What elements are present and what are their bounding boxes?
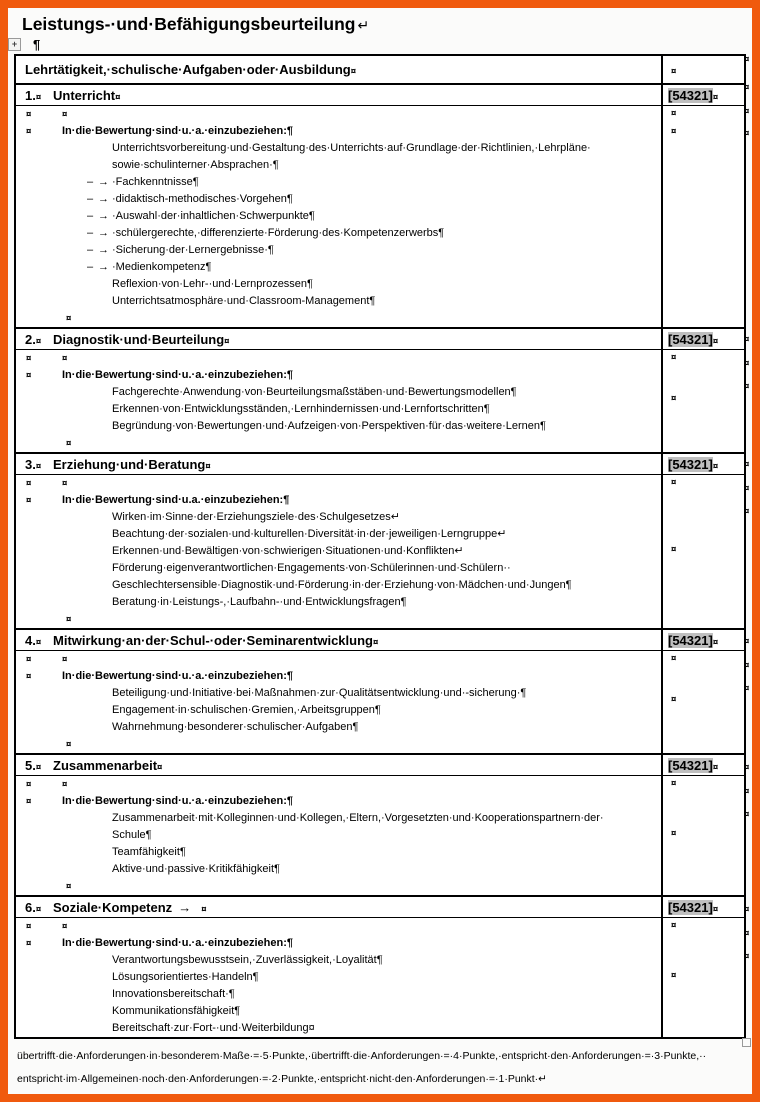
empty-paragraph (11, 36, 746, 54)
cell-end-mark: ¤ (671, 543, 677, 555)
section-number: 1. (25, 88, 36, 103)
tab-arrow-mark: → (98, 193, 109, 205)
dash-mark: – (87, 261, 94, 273)
cell-end-mark: ¤ (35, 336, 42, 347)
row-end-mark: ¤ (744, 334, 750, 345)
cell-end-mark: ¤ (26, 126, 32, 137)
section-content-row-2 (16, 349, 744, 452)
cell-end-mark: ¤ (35, 904, 42, 915)
criteria-line: Wahrnehmung·besonderer·schulischer·Aufgaben¶ (112, 721, 359, 733)
section-content-row-4 (16, 650, 744, 753)
intro-text: In·die·Bewertung·sind·u.a.·einzubeziehen:¶ (62, 494, 290, 506)
cell-end-mark: ¤ (66, 614, 72, 625)
section-title: Erziehung·und·Beratung (53, 457, 206, 472)
criteria-line: Beachtung·der·sozialen·und·kulturellen·Diversität·in·der·jeweiligen·Lerngruppe↵ (112, 528, 507, 540)
section-title: Zusammenarbeit (53, 758, 158, 773)
criteria-text: ·Sicherung·der·Lernergebnisse·¶ (112, 244, 274, 256)
criteria-bullet-line (16, 174, 661, 191)
intro-line (16, 668, 661, 685)
rating-field[interactable]: [54321] (668, 900, 713, 915)
criteria-line: Fachgerechte·Anwendung·von·Beurteilungsmaßstäben·und·Bewertungsmodellen¶ (112, 386, 517, 398)
dash-mark: – (87, 176, 94, 188)
cell-end-mark: ¤ (62, 779, 68, 790)
intro-line (16, 935, 661, 952)
criteria-text: ·Auswahl·der·inhaltlichen·Schwerpunkte¶ (112, 210, 315, 222)
cell-end-mark: ¤ (205, 461, 211, 472)
section-title-row-6 (16, 895, 744, 917)
section-number: 4. (25, 633, 36, 648)
marker-line (16, 918, 661, 935)
tab-arrow-mark: → (98, 210, 109, 222)
row-end-mark: ¤ (744, 54, 750, 65)
row-end-mark: ¤ (744, 358, 750, 369)
intro-line (16, 492, 661, 509)
section-title-row-5 (16, 753, 744, 775)
tab-arrow-mark: → (98, 176, 109, 188)
cell-end-mark: ¤ (26, 353, 32, 364)
cell-end-mark: ¤ (26, 109, 32, 120)
cell-end-mark: ¤ (62, 109, 68, 120)
cell-end-mark: ¤ (26, 779, 32, 790)
criteria-line: Förderung·eigenverantwortlichen·Engagements·von·Schülerinnen·und·Schülern·· (112, 562, 511, 574)
document-body (8, 8, 752, 1091)
dash-mark: – (87, 227, 94, 239)
marker-line (16, 475, 661, 492)
row-end-mark: ¤ (744, 951, 750, 962)
criteria-line: Erkennen·von·Entwicklungsständen,·Lernhindernissen·und·Lernfortschritten¶ (112, 403, 490, 415)
row-end-markers (744, 8, 752, 1094)
rating-legend-line-2: entspricht·im·Allgemeinen·noch·den·Anforderungen·=·2·Punkte,·entspricht·nicht·den·Anforderungen·=·1·Punkt·↵ (17, 1073, 547, 1085)
cell-end-mark: ¤ (35, 461, 42, 472)
section-number: 3. (25, 457, 36, 472)
criteria-line: Engagement·in·schulischen·Gremien,·Arbeitsgruppen¶ (112, 704, 381, 716)
criteria-text: ·Medienkompetenz¶ (112, 261, 212, 273)
cell-end-mark: ¤ (157, 762, 163, 773)
cell-end-mark: ¤ (35, 762, 42, 773)
cell-end-mark: ¤ (66, 739, 72, 750)
cell-end-mark: ¤ (26, 654, 32, 665)
cell-end-mark: ¤ (671, 694, 677, 705)
cell-end-mark: ¤ (62, 921, 68, 932)
criteria-line: Verantwortungsbewusstsein,·Zuverlässigkeit,·Loyalität¶ (112, 954, 383, 966)
cell-end-mark: ¤ (26, 796, 32, 807)
table-move-handle[interactable] (8, 38, 21, 51)
cell-end-mark: ¤ (671, 653, 677, 664)
criteria-line: Wirken·im·Sinne·der·Erziehungsziele·des·Schulgesetzes↵ (112, 511, 400, 523)
criteria-line: Innovationsbereitschaft·¶ (112, 988, 235, 1000)
cell-end-mark: ¤ (671, 778, 677, 789)
cell-end-mark: ¤ (671, 920, 677, 931)
tab-arrow-mark: → (98, 227, 109, 239)
cell-end-mark: ¤ (26, 370, 32, 381)
cell-end-mark: ¤ (671, 969, 677, 981)
row-end-mark: ¤ (744, 904, 750, 915)
rating-field[interactable]: [54321] (668, 332, 713, 347)
cell-end-line (16, 736, 661, 753)
cell-end-mark: ¤ (671, 352, 677, 363)
cell-end-mark: ¤ (26, 495, 32, 506)
criteria-bullet-line (16, 208, 661, 225)
cell-end-mark: ¤ (712, 762, 719, 773)
cell-end-mark: ¤ (35, 637, 42, 648)
criteria-line: Kommunikationsfähigkeit¶ (112, 1005, 241, 1017)
section-title: Mitwirkung·an·der·Schul-·oder·Seminarentwicklung (53, 633, 373, 648)
criteria-bullet-line (16, 242, 661, 259)
cell-end-mark: ¤ (26, 478, 32, 489)
cell-end-mark: ¤ (26, 671, 32, 682)
row-end-mark: ¤ (744, 786, 750, 797)
criteria-bullet-line (16, 191, 661, 208)
marker-line (16, 350, 661, 367)
section-title-row-2 (16, 327, 744, 349)
table-header-row (16, 56, 744, 83)
dash-mark: – (87, 193, 94, 205)
rating-field[interactable]: [54321] (668, 457, 713, 472)
criteria-text: ·Fachkenntnisse¶ (112, 176, 199, 188)
criteria-line: Bereitschaft·zur·Fort-·und·Weiterbildung¤ (112, 1022, 315, 1034)
cell-end-mark: ¤ (671, 108, 677, 119)
row-end-mark: ¤ (744, 381, 750, 392)
criteria-text: ·didaktisch-methodisches·Vorgehen¶ (112, 193, 293, 205)
row-end-mark: ¤ (744, 762, 750, 773)
cell-end-mark: ¤ (712, 904, 719, 915)
row-end-mark: ¤ (744, 459, 750, 470)
rating-legend-line-1: übertrifft·die·Anforderungen·in·besonderem·Maße·=·5·Punkte,·übertrifft·die·Anforderungen·=·4·Punkte,·entspricht·den·Anforderungen·=·3·Punkte,·· (17, 1050, 707, 1062)
rating-legend (14, 1039, 754, 1091)
dash-mark: – (87, 210, 94, 222)
dash-mark: – (87, 244, 94, 256)
section-number: 5. (25, 758, 36, 773)
marker-line (16, 651, 661, 668)
row-end-mark: ¤ (744, 928, 750, 939)
cell-end-mark: ¤ (201, 904, 207, 915)
section-title: Soziale·Kompetenz (53, 900, 173, 915)
line-break-mark: ↵ (357, 17, 370, 33)
cell-end-mark: ¤ (115, 92, 121, 103)
criteria-line: Begründung·von·Bewertungen·und·Aufzeigen·von·Perspektiven·für·das·weitere·Lernen¶ (112, 420, 546, 432)
cell-end-mark: ¤ (712, 92, 719, 103)
table-resize-handle[interactable] (742, 1038, 751, 1047)
assessment-table (14, 54, 746, 1039)
marker-line (16, 106, 661, 123)
row-end-mark: ¤ (744, 128, 750, 139)
cell-end-mark: ¤ (62, 478, 68, 489)
page-title-text: Leistungs-·und·Befähigungsbeurteilung (22, 14, 356, 34)
criteria-line: Teamfähigkeit¶ (112, 846, 186, 858)
criteria-bullet-line (16, 225, 661, 242)
section-content-row-6 (16, 917, 744, 1037)
section-title-row-4 (16, 628, 744, 650)
paragraph-mark: ¶ (33, 37, 41, 52)
move-icon: + (11, 39, 18, 49)
criteria-line: Unterrichtsvorbereitung·und·Gestaltung·des·Unterrichts·auf·Grundlage·der·Richtlinien,·Lehrpläne· (112, 142, 591, 154)
row-end-mark: ¤ (744, 636, 750, 647)
cell-end-mark: ¤ (712, 336, 719, 347)
row-end-mark: ¤ (744, 106, 750, 117)
criteria-line: Beratung·in·Leistungs-,·Laufbahn-·und·Entwicklungsfragen¶ (112, 596, 407, 608)
row-end-mark: ¤ (744, 82, 750, 93)
cell-end-line (16, 878, 661, 895)
criteria-line: Reflexion·von·Lehr-·und·Lernprozessen¶ (112, 278, 313, 290)
section-number: 6. (25, 900, 36, 915)
marker-line (16, 776, 661, 793)
table-header-label: Lehrtätigkeit,·schulische·Aufgaben·oder·Ausbildung (25, 62, 351, 77)
criteria-line: Zusammenarbeit·mit·Kolleginnen·und·Kollegen,·Eltern,·Vorgesetzten·und·Kooperationspartnern·der· (112, 812, 604, 824)
cell-end-line (16, 310, 661, 327)
cell-end-mark: ¤ (671, 827, 677, 839)
criteria-line: sowie·schulinterner·Absprachen·¶ (112, 159, 279, 171)
cell-end-mark: ¤ (350, 66, 357, 77)
cell-end-mark: ¤ (671, 477, 677, 488)
section-title: Diagnostik·und·Beurteilung (53, 332, 225, 347)
intro-text: In·die·Bewertung·sind·u.·a.·einzubeziehen:¶ (62, 369, 294, 381)
section-content-row-3 (16, 474, 744, 628)
cell-end-mark: ¤ (372, 637, 379, 648)
cell-end-mark: ¤ (671, 126, 677, 137)
cell-end-mark: ¤ (26, 938, 32, 949)
row-end-mark: ¤ (744, 483, 750, 494)
intro-line (16, 123, 661, 140)
criteria-bullet-line (16, 259, 661, 276)
criteria-line: Lösungsorientiertes·Handeln¶ (112, 971, 259, 983)
tab-arrow-mark: → (178, 900, 192, 915)
criteria-line: Erkennen·und·Bewältigen·von·schwierigen·Situationen·und·Konflikten↵ (112, 545, 464, 557)
section-content-row-5 (16, 775, 744, 895)
criteria-line: Schule¶ (112, 829, 152, 841)
cell-end-mark: ¤ (671, 393, 677, 404)
cell-end-mark: ¤ (671, 66, 677, 77)
tab-arrow-mark: → (98, 244, 109, 256)
criteria-line: Geschlechtersensible·Diagnostik·und·Förderung·in·der·Erziehung·von·Mädchen·und·Jungen¶ (112, 579, 572, 591)
cell-end-mark: ¤ (62, 654, 68, 665)
cell-end-mark: ¤ (35, 92, 42, 103)
cell-end-mark: ¤ (712, 637, 719, 648)
section-content-row-1 (16, 105, 744, 327)
criteria-line: Beteiligung·und·Initiative·bei·Maßnahmen·zur·Qualitätsentwicklung·und·-sicherung·¶ (112, 687, 527, 699)
intro-text: In·die·Bewertung·sind·u.·a.·einzubeziehen:¶ (62, 937, 294, 949)
cell-end-mark: ¤ (66, 313, 72, 324)
intro-text: In·die·Bewertung·sind·u.·a.·einzubeziehen:¶ (62, 670, 294, 682)
rating-field[interactable]: [54321] (668, 88, 713, 103)
criteria-text: ·schülergerechte,·differenzierte·Förderung·des·Kompetenzerwerbs¶ (112, 227, 445, 239)
cell-end-mark: ¤ (62, 353, 68, 364)
cell-end-mark: ¤ (66, 881, 72, 892)
section-title-row-3 (16, 452, 744, 474)
row-end-mark: ¤ (744, 809, 750, 820)
section-title: Unterricht (53, 88, 116, 103)
cell-end-mark: ¤ (66, 438, 72, 449)
cell-end-line (16, 435, 661, 452)
intro-line (16, 367, 661, 384)
row-end-mark: ¤ (744, 660, 750, 671)
criteria-line: Unterrichtsatmosphäre·und·Classroom-Management¶ (112, 295, 376, 307)
section-number: 2. (25, 332, 36, 347)
intro-text: In·die·Bewertung·sind·u.·a.·einzubeziehen:¶ (62, 795, 294, 807)
rating-field[interactable]: [54321] (668, 758, 713, 773)
rating-field[interactable]: [54321] (668, 633, 713, 648)
cell-end-line (16, 611, 661, 628)
page-title (22, 12, 746, 36)
section-title-row-1 (16, 83, 744, 105)
criteria-line: Aktive·und·passive·Kritikfähigkeit¶ (112, 863, 280, 875)
row-end-mark: ¤ (744, 506, 750, 517)
cell-end-mark: ¤ (224, 336, 230, 347)
cell-end-mark: ¤ (26, 921, 32, 932)
intro-text: In·die·Bewertung·sind·u.·a.·einzubeziehen:¶ (62, 125, 294, 137)
tab-arrow-mark: → (98, 261, 109, 273)
intro-line (16, 793, 661, 810)
row-end-mark: ¤ (744, 683, 750, 694)
cell-end-mark: ¤ (712, 461, 719, 472)
